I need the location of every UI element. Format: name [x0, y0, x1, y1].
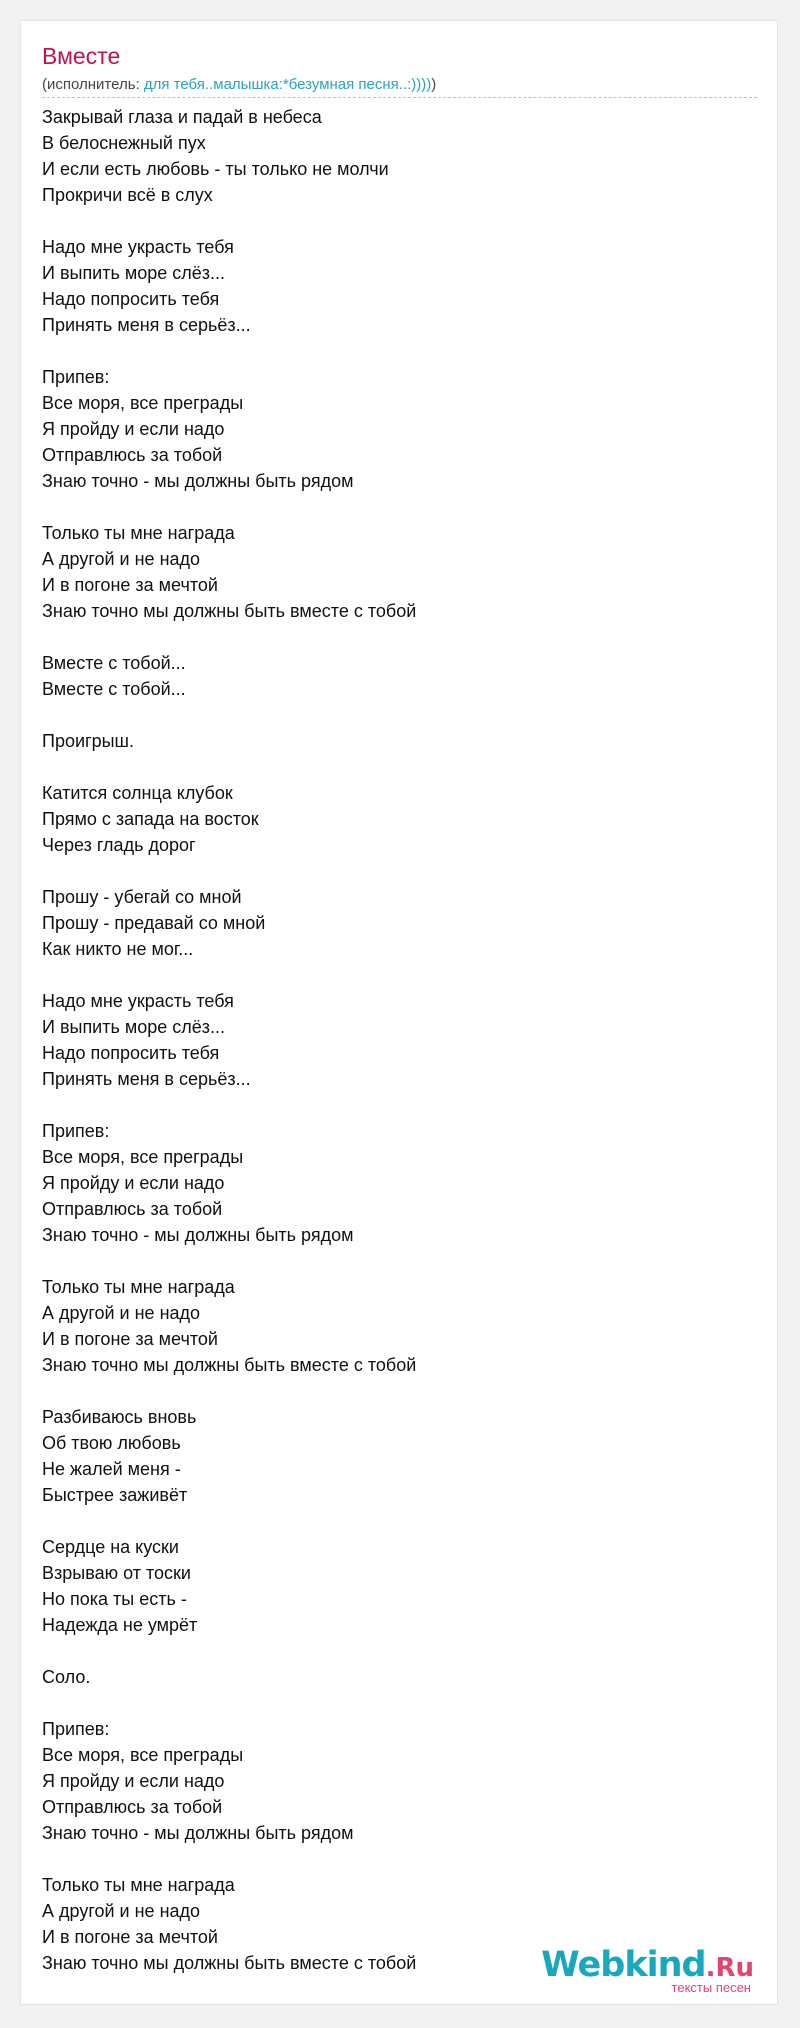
lyric-line: И в погоне за мечтой [42, 575, 218, 595]
lyric-line: Не жалей меня - [42, 1459, 181, 1479]
lyric-line: Знаю точно мы должны быть вместе с тобой [42, 1355, 417, 1375]
lyric-line: Сердце на куски [42, 1537, 179, 1557]
lyrics-stanza [42, 728, 762, 754]
lyric-line: Все моря, все преграды [42, 1745, 244, 1765]
lyric-line: Надежда не умрёт [42, 1615, 198, 1635]
lyric-line: Вместе с тобой... [42, 653, 186, 673]
logo-tld: .Ru [705, 1953, 754, 1983]
lyrics-stanza [42, 650, 762, 702]
lyric-line: И в погоне за мечтой [42, 1927, 218, 1947]
lyric-line: Вместе с тобой... [42, 679, 186, 699]
webkind-logo[interactable] [541, 1945, 754, 1995]
lyric-line: Прямо с запада на восток [42, 809, 259, 829]
lyric-line: Прокричи всё в слух [42, 185, 213, 205]
lyric-line: Знаю точно - мы должны быть рядом [42, 471, 354, 491]
lyric-line: Знаю точно мы должны быть вместе с тобой [42, 1953, 417, 1973]
lyric-line: Надо попросить тебя [42, 289, 220, 309]
artist-link[interactable]: для тебя..малышка:*безумная песня..:)))) [143, 76, 432, 93]
lyrics-stanza [42, 1534, 762, 1638]
lyric-line: Знаю точно - мы должны быть рядом [42, 1225, 354, 1245]
lyric-line: А другой и не надо [42, 1901, 201, 1921]
lyric-line: Принять меня в серьёз... [42, 315, 251, 335]
lyric-line: И выпить море слёз... [42, 1017, 226, 1037]
lyrics-stanza [42, 1118, 762, 1248]
lyric-line: Отправлюсь за тобой [42, 445, 223, 465]
lyrics-stanza [42, 988, 762, 1092]
lyric-line: Отправлюсь за тобой [42, 1199, 223, 1219]
artist-suffix: ) [431, 76, 437, 93]
lyric-line: Только ты мне награда [42, 1277, 235, 1297]
lyric-line: Но пока ты есть - [42, 1589, 187, 1609]
lyric-line: Принять меня в серьёз... [42, 1069, 251, 1089]
lyric-line: Отправлюсь за тобой [42, 1797, 223, 1817]
lyrics-stanza [42, 780, 762, 858]
lyric-line: Катится солнца клубок [42, 783, 233, 803]
lyric-line: Припев: [42, 367, 110, 387]
lyric-line: Все моря, все преграды [42, 393, 244, 413]
lyric-line: В белоснежный пух [42, 133, 206, 153]
lyrics-stanza [42, 1716, 762, 1846]
lyric-line: Разбиваюсь вновь [42, 1407, 197, 1427]
lyric-line: И в погоне за мечтой [42, 1329, 218, 1349]
lyric-line: Как никто не мог... [42, 939, 194, 959]
lyric-line: А другой и не надо [42, 1303, 201, 1323]
lyric-line: Я пройду и если надо [42, 1173, 225, 1193]
lyric-line: Закрывай глаза и падай в небеса [42, 107, 322, 127]
lyrics-body [42, 104, 762, 2002]
logo-wordmark [541, 1945, 754, 1985]
artist-line [42, 73, 757, 98]
lyrics-stanza [42, 1404, 762, 1508]
logo-subtitle: тексты песен [671, 1980, 751, 1995]
lyric-line: И выпить море слёз... [42, 263, 226, 283]
lyric-line: Надо попросить тебя [42, 1043, 220, 1063]
lyrics-card [20, 20, 778, 2005]
lyric-line: Проигрыш. [42, 731, 134, 751]
lyrics-stanza [42, 884, 762, 962]
lyric-line: Надо мне украсть тебя [42, 237, 234, 257]
lyric-line: Я пройду и если надо [42, 419, 225, 439]
lyric-line: И если есть любовь - ты только не молчи [42, 159, 389, 179]
lyric-line: Соло. [42, 1667, 91, 1687]
lyric-line: Об твою любовь [42, 1433, 181, 1453]
lyric-line: Только ты мне награда [42, 1875, 235, 1895]
lyrics-stanza [42, 234, 762, 338]
lyric-line: Все моря, все преграды [42, 1147, 244, 1167]
lyric-line: Быстрее заживёт [42, 1485, 188, 1505]
lyric-line: Взрываю от тоски [42, 1563, 191, 1583]
lyric-line: Прошу - убегай со мной [42, 887, 242, 907]
logo-main-text: Webkind [541, 1945, 706, 1985]
lyric-line: А другой и не надо [42, 549, 201, 569]
lyric-line: Только ты мне награда [42, 523, 235, 543]
lyric-line: Припев: [42, 1121, 110, 1141]
lyric-line: Через гладь дорог [42, 835, 196, 855]
artist-prefix: (исполнитель: [42, 76, 144, 93]
lyric-line: Знаю точно мы должны быть вместе с тобой [42, 601, 417, 621]
lyrics-stanza [42, 1274, 762, 1378]
song-title: Вместе [42, 43, 121, 69]
lyric-line: Я пройду и если надо [42, 1771, 225, 1791]
lyric-line: Надо мне украсть тебя [42, 991, 234, 1011]
lyrics-stanza [42, 364, 762, 494]
lyrics-stanza [42, 104, 762, 208]
lyrics-stanza [42, 1664, 762, 1690]
lyric-line: Прошу - предавай со мной [42, 913, 266, 933]
lyrics-stanza [42, 520, 762, 624]
lyric-line: Знаю точно - мы должны быть рядом [42, 1823, 354, 1843]
lyric-line: Припев: [42, 1719, 110, 1739]
